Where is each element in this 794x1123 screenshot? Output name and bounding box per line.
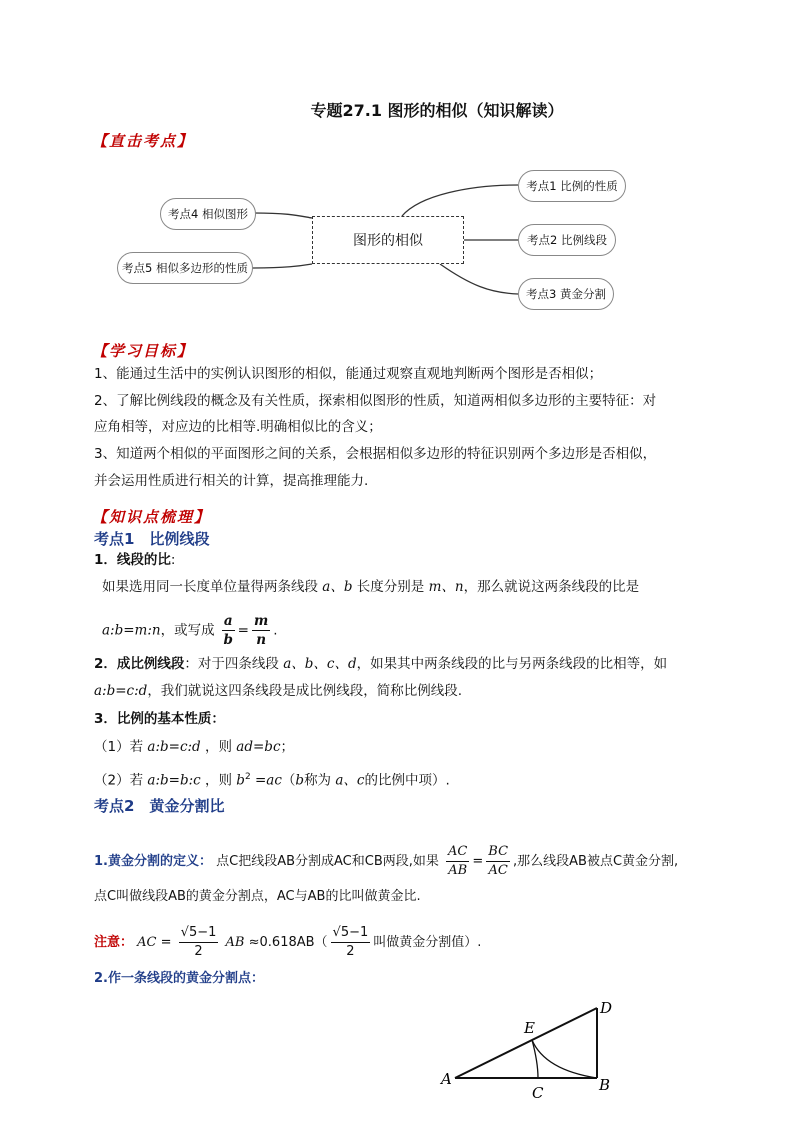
frac-den: AB <box>448 863 468 878</box>
k2-def-text-a: 点C把线段AB分割成AC和CB两段,如果 <box>216 854 439 869</box>
label-d: D <box>600 999 613 1017</box>
label-c: C <box>532 1084 544 1102</box>
k1-s2-ratio: a:b=c:d <box>94 683 148 699</box>
k1-s1-text-c: ，那么就说这两条线段的比是 <box>463 579 640 595</box>
k1-s1-mn: m、n <box>428 579 464 595</box>
mindmap-node-4: 考点4 相似图形 <box>160 198 256 230</box>
p2-res: =ac <box>254 772 282 789</box>
p2-note-d: a、c <box>335 772 365 789</box>
k1-s3-title: 3．比例的基本性质： <box>94 711 225 727</box>
k1-s1-text-b: 长度分别是 <box>356 579 425 595</box>
k1-s2-text-a: ：对于四条线段 <box>184 656 279 672</box>
mindmap-node-3: 考点3 黄金分割 <box>518 278 614 310</box>
section-kaodian-heading: 【直击考点】 <box>92 132 195 150</box>
k2-note-ab: AB <box>225 935 245 950</box>
p2-note-a: （ <box>281 772 296 789</box>
p1-end: ； <box>280 739 295 755</box>
section-shuli-heading: 【知识点梳理】 <box>92 508 212 526</box>
goal-line: 并会运用性质进行相关的计算，提高推理能力. <box>94 473 369 489</box>
mindmap-node-1: 考点1 比例的性质 <box>518 170 626 202</box>
k1-s2-vars: a、b、c、d <box>283 656 357 672</box>
frac-num: √5−1 <box>331 924 371 943</box>
frac-den: 2 <box>194 944 203 959</box>
k2-construct-title: 2.作一条线段的黄金分割点： <box>94 971 264 986</box>
goal-line: 应角相等，对应边的比相等.明确相似比的含义； <box>94 419 382 435</box>
goal-line: 3、知道两个相似的平面图形之间的关系，会根据相似多边形的特征识别两个多边形是否相似， <box>94 446 657 462</box>
label-a: A <box>441 1070 452 1088</box>
k2-def-line1: 1.黄金分割的定义： 点C把线段AB分割成AC和CB两段,如果 $\frac{AC}{AB}$ = $\frac{BC}{AC}$ ,那么线段AB被点C黄金分割, <box>94 844 679 878</box>
p1-b: ，则 <box>205 739 232 755</box>
k2-def-text-b: ,那么线段AB被点C黄金分割, <box>513 854 679 869</box>
k2-heading: 考点2 黄金分割比 <box>94 797 225 815</box>
frac-num: √5−1 <box>179 924 219 943</box>
frac-den: AC <box>488 863 508 878</box>
section-mubiao-heading: 【学习目标】 <box>92 342 195 360</box>
k2-def-line2: 点C叫做线段AB的黄金分割点，AC与AB的比叫做黄金比. <box>94 889 421 904</box>
k2-note-tail: 叫做黄金分割值）. <box>373 935 482 950</box>
label-e: E <box>524 1019 535 1037</box>
mindmap-node-5: 考点5 相似多边形的性质 <box>117 252 253 284</box>
p2-note-e: 的比例中项）. <box>364 772 450 789</box>
arc-e-b <box>532 1040 597 1078</box>
k1-s1-ratio: a:b=m:n <box>102 622 161 639</box>
frac-den: b <box>223 632 233 648</box>
p2-note-b: b <box>295 772 305 789</box>
k2-note: 注意： AC = $\frac{√5-1}{2}$ AB ≈0.618AB（ $\frac{√5-1}{2}$ 叫做黄金分割值）. <box>94 925 482 959</box>
k1-heading: 考点1 比例线段 <box>94 530 210 548</box>
p2-exp: 2 <box>244 772 251 782</box>
p2-ratio: a:b=b:c <box>147 772 201 789</box>
frac-num: BC <box>486 843 510 862</box>
p2-note-c: 称为 <box>304 772 332 789</box>
goal-line: 1、能通过生活中的实例认识图形的相似，能通过观察直观地判断两个图形是否相似； <box>94 366 603 382</box>
p2-res-b: b <box>236 772 245 789</box>
frac-num: a <box>223 613 233 629</box>
k2-note-approx: ≈0.618AB（ <box>248 935 328 950</box>
p2-b: ，则 <box>205 772 232 789</box>
k1-s1-or: ，或写成 <box>160 622 215 639</box>
k1-s1-text-a: 如果选用同一长度单位量得两条线段 <box>102 579 318 595</box>
mindmap-node-2: 考点2 比例线段 <box>518 224 616 256</box>
frac-num: m <box>253 613 269 629</box>
k1-s1-colon: : <box>170 552 176 568</box>
k1-s1-title-text: 1．线段的比 <box>94 552 171 568</box>
k2-note-ac: AC <box>137 935 157 950</box>
k1-s2-text-c: ，我们就说这四条线段是成比例线段，简称比例线段. <box>147 683 463 699</box>
mindmap-center: 图形的相似 <box>312 216 464 264</box>
page-title: 专题27.1 图形的相似（知识解读） <box>310 101 564 120</box>
k1-s2-title: 2．成比例线段 <box>94 656 185 672</box>
p1-ratio: a:b=c:d <box>147 739 201 755</box>
frac-num: AC <box>446 843 469 862</box>
frac-den: 2 <box>346 944 355 959</box>
k1-s1-line2: a:b=m:n，或写成 $\frac{a}{b}$ = $\frac{m}{n}$ . <box>102 613 278 648</box>
label-b: B <box>599 1076 611 1094</box>
k2-def-title: 1.黄金分割的定义： <box>94 854 212 869</box>
k1-s2-text-b: ，如果其中两条线段的比与另两条线段的比相等，如 <box>356 656 668 672</box>
p2-a: （2）若 <box>94 772 144 789</box>
k1-s1-ab: a、b <box>322 579 353 595</box>
p1-a: （1）若 <box>94 739 144 755</box>
p1-res: ad=bc <box>236 739 281 755</box>
frac-den: n <box>256 632 267 648</box>
goal-line: 2、了解比例线段的概念及有关性质，探索相似图形的性质，知道两相似多边形的主要特征：对 <box>94 393 657 409</box>
k2-note-label: 注意： <box>94 935 134 950</box>
